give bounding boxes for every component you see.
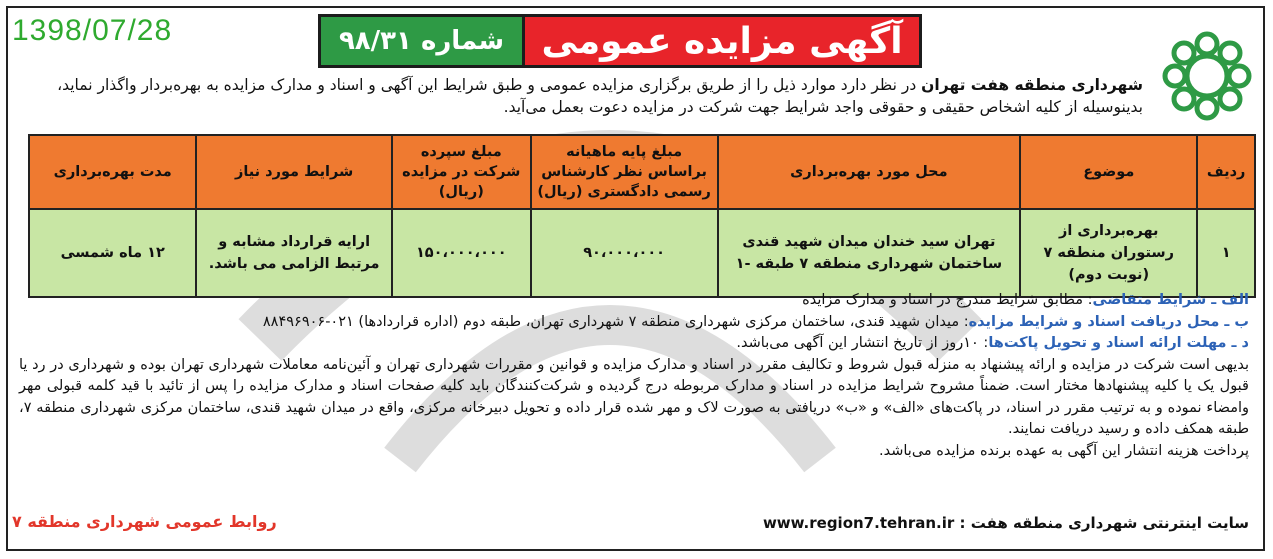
condition-d (19, 333, 1249, 355)
table-cell: ۹۰،۰۰۰،۰۰۰ (531, 209, 718, 297)
terms-paragraph: بدیهی است شرکت در مزایده و ارائه پیشنهاد به منزله قبول شروط و تکالیف مقرر در اسناد و مدارک مزایده و قوانین و مقررات شهرداری تهران و آئین‌نامه معاملات شهرداری تهران بوده و شهرداری در رد یا قبول یک یا کلیه پیشنهادها مختار است. ضمناً مشروح شرایط مزایده در اسناد و مدارک مربوطه درج گردیده و شرکت‌کنندگان باید کلیه صفحات اسناد و مدارک مزایده را پس از تائید با قید کلمه قبولی مهر وامضاء نموده و به ترتیب مقرر در اسناد، در پاکت‌های «الف» و «ب» دریافتی به صورت لاک و مهر شده قرار داده و تحویل دبیرخانه مرکزی، واقع در میدان شهید قندی، ساختمان مرکزی شهرداری منطقه ۷، طبقه همکف داده و رسید دریافت نمایند. (19, 356, 1249, 437)
condition-b-label: ب ـ محل دریافت اسناد و شرایط مزایده (968, 313, 1249, 330)
website-line (763, 514, 1249, 532)
header-cell: مدت بهره‌برداری (29, 135, 196, 209)
banner-number: شماره ۹۸/۳۱ (318, 14, 522, 68)
table-cell: تهران سید خندان میدان شهید قندی ساختمان شهرداری منطقه ۷ طبقه -۱ (718, 209, 1021, 297)
condition-d-text: : ۱۰روز از تاریخ انتشار این آگهی می‌باشد. (736, 335, 989, 351)
title-banner (318, 14, 922, 68)
header-cell: موضوع (1020, 135, 1197, 209)
condition-d-label: د ـ مهلت ارائه اسناد و تحویل پاکت‌ها (988, 335, 1249, 351)
issuer-name: شهرداری منطقه هفت تهران (921, 76, 1143, 94)
public-relations-credit: روابط عمومی شهرداری منطقه ۷ (12, 512, 277, 531)
table-cell: ارایه قرارداد مشابه و مرتبط الزامی می باشد. (196, 209, 391, 297)
table-header-row (29, 135, 1255, 209)
header-cell: ردیف (1197, 135, 1255, 209)
header-cell: مبلغ سپرده شرکت در مزایده (ریال) (392, 135, 531, 209)
condition-a-label: الف ـ شرایط متقاضی (1092, 292, 1249, 308)
conditions-section (19, 290, 1249, 462)
condition-b (19, 312, 1249, 334)
intro-text: در نظر دارد موارد ذیل را از طریق برگزاری مزایده عمومی و طبق شرایط این آگهی و اسناد و مدارک مزایده به بهره‌بردار واگذار نماید، بدینوسیله از کلیه اشخاص حقیقی و حقوقی واجد شرایط جهت شرکت در مزایده دعوت بعمل می‌آید. (57, 76, 1143, 116)
table-cell: ۱۲ ماه شمسی (29, 209, 196, 297)
intro-paragraph (23, 74, 1143, 118)
condition-a-text: : مطابق شرایط مندرج در اسناد و مدارک مزایده (802, 292, 1093, 308)
table-cell: بهره‌برداری از رستوران منطقه ۷ (نوبت دوم) (1020, 209, 1197, 297)
condition-a (19, 290, 1249, 312)
auction-table (28, 134, 1256, 298)
date-stamp: 1398/07/28 (12, 14, 173, 47)
table-cell: ۱۵۰،۰۰۰،۰۰۰ (392, 209, 531, 297)
header-cell: مبلغ پایه ماهیانه براساس نظر کارشناس رسمی دادگستری (ریال) (531, 135, 718, 209)
table-row (29, 209, 1255, 297)
header-cell: شرایط مورد نیاز (196, 135, 391, 209)
banner-title: آگهی مزایده عمومی (522, 14, 922, 68)
publication-cost-note: پرداخت هزینه انتشار این آگهی به عهده برنده مزایده می‌باشد. (879, 442, 1249, 459)
website-label: سایت اینترنتی شهرداری منطقه هفت : (954, 514, 1249, 532)
header-cell: محل مورد بهره‌برداری (718, 135, 1021, 209)
tehran-municipality-logo-icon (1161, 30, 1253, 122)
website-link[interactable]: www.region7.tehran.ir (762, 514, 955, 532)
table-cell: ۱ (1197, 209, 1255, 297)
condition-b-text: : میدان شهید قندی، ساختمان مرکزی شهرداری منطقه ۷ شهرداری تهران، طبقه دوم (اداره قراردادها) ۰۲۱-۸۸۴۹۶۹۰۶ (262, 313, 969, 330)
